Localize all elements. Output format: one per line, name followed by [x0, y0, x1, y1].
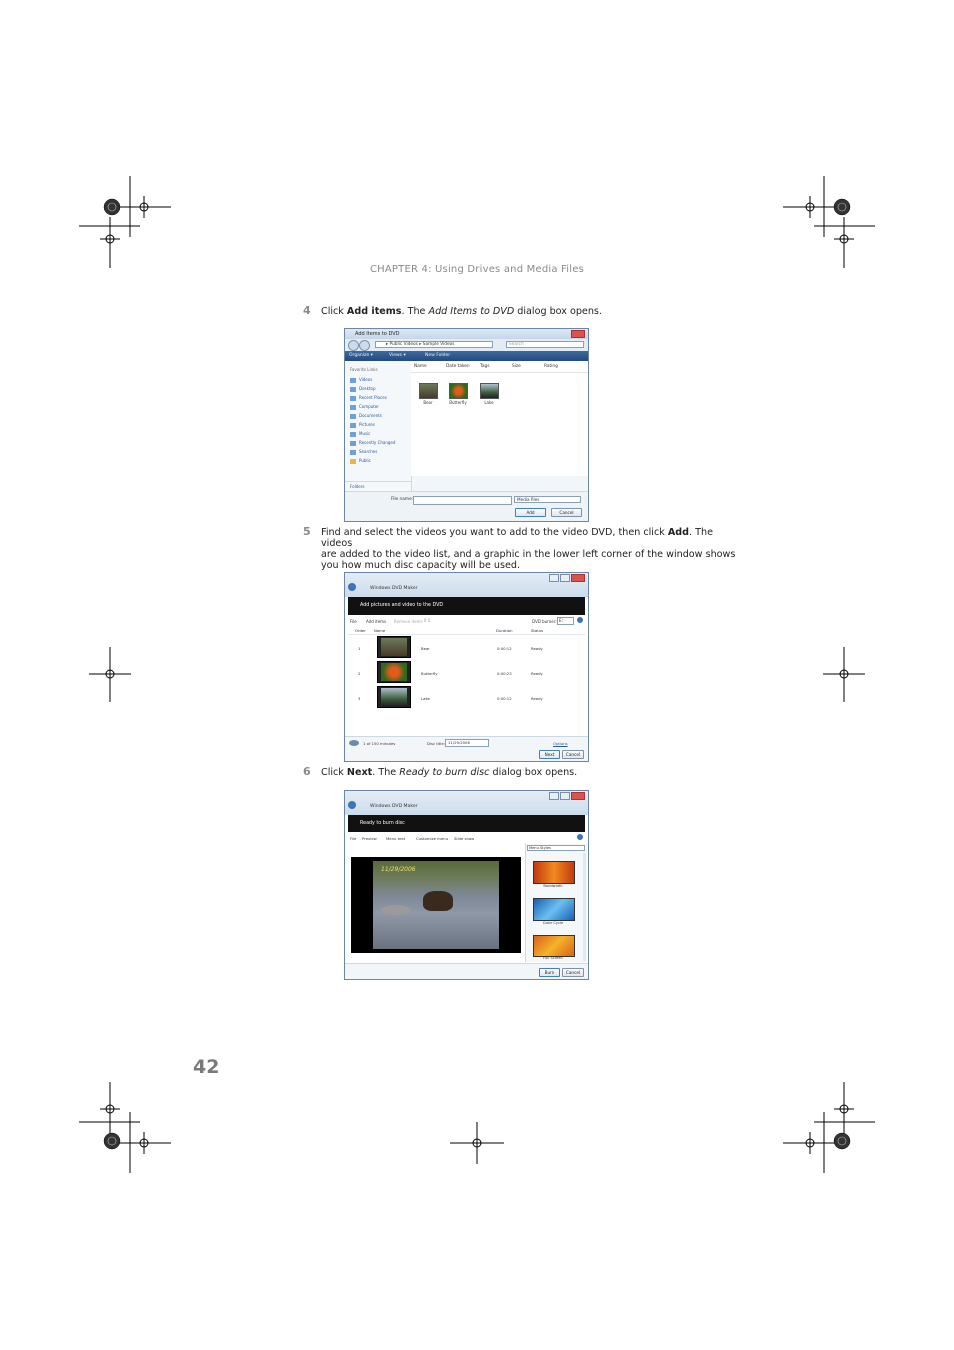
window-title: Windows DVD Maker: [370, 804, 418, 809]
burn-button[interactable]: Burn: [539, 968, 560, 977]
step-5-text: Find and select the videos you want to add to the video DVD, then click Add. The videos are added to the video list, and a graphic in the lower left corner of the window shows you how much disc capacity will be used.: [321, 527, 736, 571]
column-status[interactable]: Status: [531, 628, 544, 633]
add-button[interactable]: Add: [515, 508, 546, 517]
sidebar-item-searches[interactable]: Searches: [350, 449, 377, 455]
table-row[interactable]: 1 Bear 0:00:12 Ready: [348, 635, 585, 660]
heading-text: Ready to burn disc: [360, 821, 405, 826]
disc-capacity-icon: [349, 740, 359, 746]
sidebar-item-recently-changed[interactable]: Recently Changed: [350, 440, 395, 446]
column-name[interactable]: Name: [414, 364, 427, 369]
address-bar[interactable]: ▸ Public Videos ▸ Sample Videos: [375, 341, 493, 348]
table-row[interactable]: 3 Lake 0:00:12 Ready: [348, 685, 585, 710]
preview-pane: [348, 844, 524, 958]
step-4-number: 4: [303, 304, 311, 317]
add-items-dialog-screenshot: [344, 328, 589, 522]
next-button[interactable]: Next: [539, 750, 560, 759]
video-thumbnail-butterfly[interactable]: [449, 383, 468, 399]
menu-styles-pane: [525, 844, 587, 962]
sidebar-item-desktop[interactable]: Desktop: [350, 386, 376, 392]
style-label: Bandwidth: [543, 884, 563, 888]
ready-to-burn-screenshot: [344, 790, 589, 980]
dvd-maker-list-screenshot: [344, 572, 589, 762]
cancel-button[interactable]: Cancel: [562, 968, 584, 977]
preview-button[interactable]: Preview: [362, 836, 377, 841]
menu-styles-scrollbar[interactable]: [583, 853, 586, 961]
table-row[interactable]: 2 Butterfly 0:00:23 Ready: [348, 660, 585, 685]
search-input[interactable]: Search: [506, 341, 584, 348]
bear-shape: [423, 891, 453, 911]
views-button[interactable]: Views ▾: [389, 353, 406, 358]
menu-styles-select[interactable]: Menu Styles: [527, 845, 585, 851]
back-icon[interactable]: [348, 340, 359, 351]
disc-title-label: Disc title:: [427, 741, 445, 746]
style-label: Color Cycle: [542, 921, 564, 925]
heading-text: Add pictures and video to the DVD: [360, 603, 444, 608]
file-label: Bear: [423, 400, 433, 405]
dialog-title: Add Items to DVD: [355, 331, 400, 337]
dialog-toolbar: [345, 351, 588, 361]
sidebar-item-documents[interactable]: Documents: [350, 413, 382, 419]
menu-text-button[interactable]: Menu text: [386, 836, 406, 841]
list-header: [348, 627, 585, 635]
file-type-select[interactable]: Media files: [514, 496, 581, 503]
video-thumbnail-lake[interactable]: [480, 383, 499, 399]
add-items-button[interactable]: Add items: [366, 619, 387, 624]
chapter-header: CHAPTER 4: Using Drives and Media Files: [369, 264, 584, 275]
slide-show-button[interactable]: Slide show: [454, 836, 475, 841]
remove-items-button[interactable]: Remove items: [394, 619, 423, 624]
dvd-maker-toolbar: [348, 617, 585, 625]
wizard-heading: [348, 597, 585, 615]
video-list: [348, 635, 585, 735]
style-thumbnail-bandwidth[interactable]: [533, 861, 575, 884]
dvd-burner-label: DVD burner:: [532, 619, 557, 624]
sidebar-item-computer[interactable]: Computer: [350, 404, 379, 410]
file-list: [411, 361, 588, 476]
style-thumbnail-full-screen[interactable]: [533, 935, 575, 957]
step-6-number: 6: [303, 765, 311, 778]
options-link[interactable]: Options: [553, 741, 568, 746]
organize-button[interactable]: Organize ▾: [349, 353, 373, 358]
column-duration[interactable]: Duration: [496, 628, 513, 633]
window-title: Windows DVD Maker: [370, 586, 418, 591]
cancel-button[interactable]: Cancel: [562, 750, 584, 759]
dvd-maker-footer: [345, 736, 588, 762]
sidebar-item-recent-places[interactable]: Recent Places: [350, 395, 387, 401]
file-label: Butterfly: [449, 400, 467, 405]
back-icon[interactable]: [348, 583, 356, 591]
dialog-titlebar: [345, 329, 588, 339]
column-size[interactable]: Size: [512, 364, 521, 369]
cancel-button[interactable]: Cancel: [551, 508, 582, 517]
help-icon[interactable]: [577, 834, 583, 840]
step-6-text: Click Next. The Ready to burn disc dialog box opens.: [321, 767, 578, 778]
step-4-text: Click Add items. The Add Items to DVD dialog box opens.: [321, 306, 602, 317]
column-tags[interactable]: Tags: [480, 364, 490, 369]
navigation-bar: [345, 339, 588, 351]
sidebar-item-music[interactable]: Music: [350, 431, 370, 437]
favorite-links-header: Favorite Links: [350, 367, 378, 372]
burn-footer: [345, 963, 588, 980]
column-order[interactable]: Order: [355, 628, 366, 633]
close-icon[interactable]: [571, 574, 585, 582]
file-menu[interactable]: File: [350, 836, 357, 841]
burn-toolbar: [348, 834, 585, 842]
wizard-heading: [348, 815, 585, 832]
forward-icon[interactable]: [359, 340, 370, 351]
sidebar-item-pictures[interactable]: Pictures: [350, 422, 375, 428]
style-thumbnail-color-cycle[interactable]: [533, 898, 575, 921]
sidebar-item-public[interactable]: Public: [350, 458, 371, 464]
customize-menu-button[interactable]: Customize menu: [416, 836, 448, 841]
close-icon[interactable]: [571, 330, 585, 338]
back-icon[interactable]: [348, 801, 356, 809]
column-name[interactable]: Name: [374, 628, 386, 633]
sidebar-item-videos[interactable]: Videos: [350, 377, 372, 383]
close-icon[interactable]: [571, 792, 585, 800]
column-rating[interactable]: Rating: [544, 364, 558, 369]
move-arrows-icon[interactable]: ⇧⇩: [423, 618, 432, 624]
video-date-overlay: 11/29/2006: [381, 866, 416, 873]
new-folder-button[interactable]: New Folder: [425, 353, 451, 358]
step-5-number: 5: [303, 525, 311, 538]
video-preview[interactable]: [351, 857, 521, 953]
file-menu[interactable]: File: [350, 619, 357, 624]
file-label: Lake: [484, 400, 494, 405]
video-thumbnail-bear[interactable]: [419, 383, 438, 399]
file-name-input[interactable]: [413, 496, 512, 505]
disc-title-input[interactable]: 11/29/2006: [445, 739, 489, 747]
folders-toggle[interactable]: Folders: [350, 484, 365, 489]
help-icon[interactable]: [577, 617, 583, 623]
dialog-footer: [345, 491, 588, 522]
style-label: Full Screen: [543, 956, 563, 960]
dvd-burner-select[interactable]: E:: [557, 617, 574, 625]
page-number: 42: [193, 1056, 220, 1078]
file-name-label: File name:: [391, 497, 414, 502]
capacity-text: 1 of 150 minutes: [363, 741, 396, 746]
rock-shape: [381, 905, 411, 915]
column-date-taken[interactable]: Date taken: [446, 364, 470, 369]
